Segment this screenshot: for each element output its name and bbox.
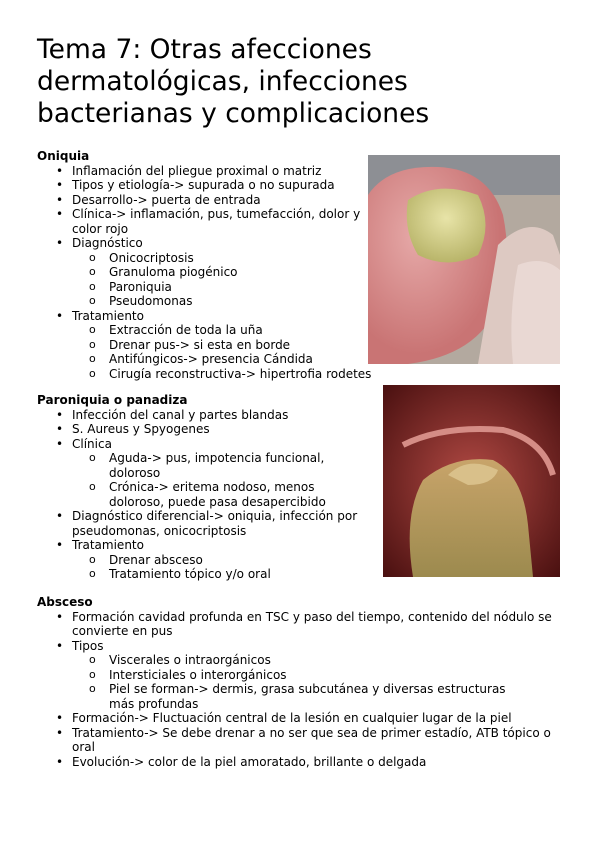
photo-paroniquia-image bbox=[383, 385, 560, 577]
list-item: • Infección del canal y partes blandas bbox=[37, 408, 367, 423]
list-item: • Desarrollo-> puerta de entrada bbox=[37, 193, 367, 208]
list-item bbox=[37, 308, 372, 382]
page-title: Tema 7: Otras afecciones dermatológicas, infecciones bacterianas y complicaciones bbox=[37, 34, 430, 129]
sub-list-item: o Intersticiales o interorgánicos bbox=[72, 668, 532, 683]
section-paroniquia bbox=[37, 393, 367, 582]
sub-list-item: o Cirugía reconstructiva-> hipertrofia rodetes bbox=[72, 367, 432, 382]
list-item-label: Tratamiento bbox=[72, 308, 144, 323]
section-heading: Paroniquia o panadiza bbox=[37, 393, 188, 407]
sub-list-item: o Piel se forman-> dermis, grasa subcutánea y diversas estructuras más profundas bbox=[72, 682, 532, 711]
sub-list-item: o Granuloma piogénico bbox=[72, 265, 367, 280]
list-item: • Tratamiento-> Se debe drenar a no ser que sea de primer estadío, ATB tópico o oral bbox=[37, 726, 572, 755]
list-item bbox=[37, 538, 367, 582]
sub-list-item: o Drenar pus-> si esta en borde bbox=[72, 338, 432, 353]
list-item-label: Tratamiento bbox=[72, 538, 144, 552]
section-heading: Oniquia bbox=[37, 149, 90, 163]
list-item bbox=[37, 236, 367, 309]
sub-list-item: o Crónica-> eritema nodoso, menos doloroso, puede pasa desapercibido bbox=[72, 480, 330, 509]
list-item: • Clínica-> inflamación, pus, tumefacción, dolor y color rojo bbox=[37, 207, 367, 236]
section-heading: Absceso bbox=[37, 595, 93, 609]
section-absceso bbox=[37, 595, 567, 769]
sub-list-item: o Aguda-> pus, impotencia funcional, doloroso bbox=[72, 451, 330, 480]
list-item: • Diagnóstico diferencial-> oniquia, infección por pseudomonas, onicocriptosis bbox=[37, 509, 372, 538]
sub-list-item: o Pseudomonas bbox=[72, 294, 367, 309]
sub-list-item: o Onicocriptosis bbox=[72, 251, 367, 266]
list-item: • Tipos y etiología-> supurada o no supurada bbox=[37, 178, 367, 193]
list-item bbox=[37, 639, 567, 712]
list-item: • S. Aureus y Spyogenes bbox=[37, 422, 367, 437]
section-oniquia bbox=[37, 149, 372, 381]
list-item: • Formación-> Fluctuación central de la lesión en cualquier lugar de la piel bbox=[37, 711, 567, 726]
list-item-label: Diagnóstico bbox=[72, 236, 143, 250]
sub-list-item: o Paroniquia bbox=[72, 280, 367, 295]
sub-list-item: o Tratamiento tópico y/o oral bbox=[72, 567, 367, 582]
list-item: • Inflamación del pliegue proximal o matriz bbox=[37, 164, 367, 179]
photo-paroniquia bbox=[383, 385, 560, 577]
sub-list-item: o Drenar absceso bbox=[72, 553, 367, 568]
list-item: • Evolución-> color de la piel amoratado, brillante o delgada bbox=[37, 755, 567, 770]
list-item bbox=[37, 437, 367, 510]
list-item-label: Clínica bbox=[72, 436, 112, 451]
sub-list-item: o Extracción de toda la uña bbox=[72, 323, 432, 338]
list-item-label: Tipos bbox=[72, 638, 104, 653]
sub-list-item: o Viscerales o intraorgánicos bbox=[72, 653, 532, 668]
list-item: • Formación cavidad profunda en TSC y paso del tiempo, contenido del nódulo se convierte en pus bbox=[37, 610, 572, 639]
sub-list-item: o Antifúngicos-> presencia Cándida bbox=[72, 352, 432, 367]
